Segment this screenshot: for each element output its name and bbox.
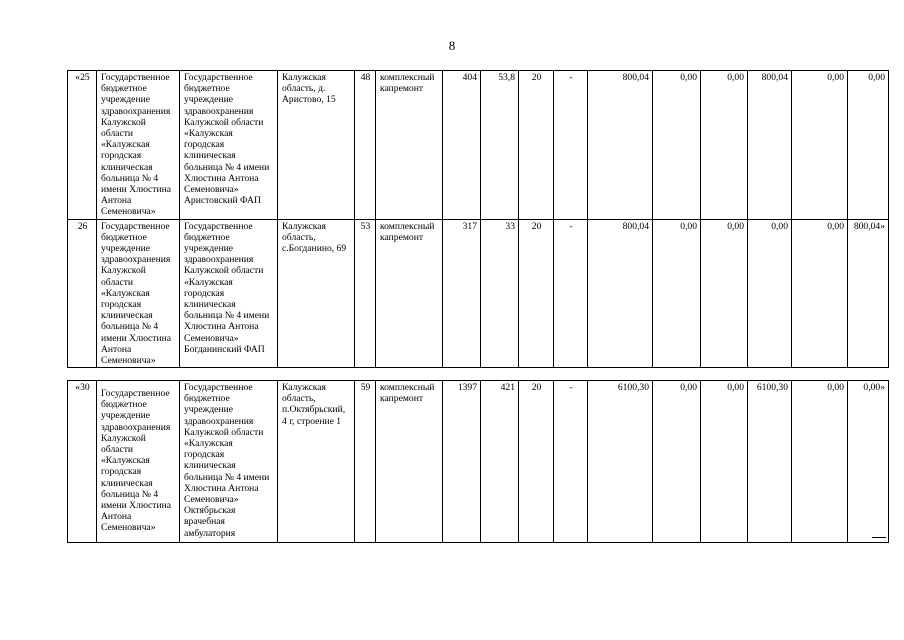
value-cell: 0,00 xyxy=(848,71,889,220)
value-cell: 20 xyxy=(519,219,554,368)
object-cell: Государственное бюджетное учреждение здравоохранения Калужской области «Калужская городская клиническая больница № 4 имени Хлюстина Антона Семеновича» Богданинский ФАП xyxy=(180,219,278,368)
value-cell: 0,00» xyxy=(848,381,889,543)
row-number: 26 xyxy=(68,219,97,368)
value-cell: 1397 xyxy=(443,381,481,543)
value-cell: 0,00 xyxy=(792,381,848,543)
value-cell: 0,00 xyxy=(701,219,748,368)
value-cell: 20 xyxy=(519,381,554,543)
institution-cell: Государственное бюджетное учреждение здравоохранения Калужской области «Калужская городская клиническая больница № 4 имени Хлюстина Антона Семеновича» xyxy=(97,71,180,220)
code-cell: 59 xyxy=(355,381,376,543)
value-cell: 0,00 xyxy=(701,71,748,220)
value-cell: 800,04 xyxy=(748,71,792,220)
table-row xyxy=(68,381,889,543)
value-cell: 800,04» xyxy=(848,219,889,368)
table-end-mark xyxy=(872,537,886,538)
repair-table-bottom xyxy=(67,380,889,543)
value-cell: 6100,30 xyxy=(588,381,653,543)
value-cell: 317 xyxy=(443,219,481,368)
code-cell: 53 xyxy=(355,219,376,368)
code-cell: 48 xyxy=(355,71,376,220)
value-cell: 0,00 xyxy=(653,381,701,543)
row-number: «30 xyxy=(68,381,97,543)
address-cell: Калужская область, с.Богданино, 69 xyxy=(278,219,355,368)
institution-cell: Государственное бюджетное учреждение здравоохранения Калужской области «Калужская городская клиническая больница № 4 имени Хлюстина Антона Семеновича» xyxy=(97,219,180,368)
value-cell: 800,04 xyxy=(588,219,653,368)
value-cell: 0,00 xyxy=(653,71,701,220)
value-cell: - xyxy=(554,381,588,543)
address-cell: Калужская область, д. Аристово, 15 xyxy=(278,71,355,220)
value-cell: 20 xyxy=(519,71,554,220)
value-cell: 0,00 xyxy=(653,219,701,368)
value-cell: 33 xyxy=(481,219,519,368)
value-cell: - xyxy=(554,219,588,368)
object-cell: Государственное бюджетное учреждение здравоохранения Калужской области «Калужская городская клиническая больница № 4 имени Хлюстина Антона Семеновича» Октябрьская врачебная амбулатория xyxy=(180,381,278,543)
value-cell: 0,00 xyxy=(792,219,848,368)
object-cell: Государственное бюджетное учреждение здравоохранения Калужской области «Калужская городская клиническая больница № 4 имени Хлюстина Антона Семеновича» Аристовский ФАП xyxy=(180,71,278,220)
value-cell: 0,00 xyxy=(748,219,792,368)
institution-cell: Государственное бюджетное учреждение здравоохранения Калужской области «Калужская городская клиническая больница № 4 имени Хлюстина Антона Семеновича» xyxy=(97,381,180,543)
row-number: «25 xyxy=(68,71,97,220)
work-type-cell: комплексный капремонт xyxy=(376,219,443,368)
address-cell: Калужская область, п.Октябрьский, 4 г, строение 1 xyxy=(278,381,355,543)
value-cell: 404 xyxy=(443,71,481,220)
table-row xyxy=(68,219,889,368)
value-cell: - xyxy=(554,71,588,220)
value-cell: 421 xyxy=(481,381,519,543)
page-number: 8 xyxy=(448,38,456,53)
value-cell: 0,00 xyxy=(792,71,848,220)
value-cell: 53,8 xyxy=(481,71,519,220)
value-cell: 800,04 xyxy=(588,71,653,220)
value-cell: 6100,30 xyxy=(748,381,792,543)
work-type-cell: комплексный капремонт xyxy=(376,381,443,543)
table-row xyxy=(68,71,889,220)
work-type-cell: комплексный капремонт xyxy=(376,71,443,220)
repair-table-top xyxy=(67,70,889,368)
value-cell: 0,00 xyxy=(701,381,748,543)
